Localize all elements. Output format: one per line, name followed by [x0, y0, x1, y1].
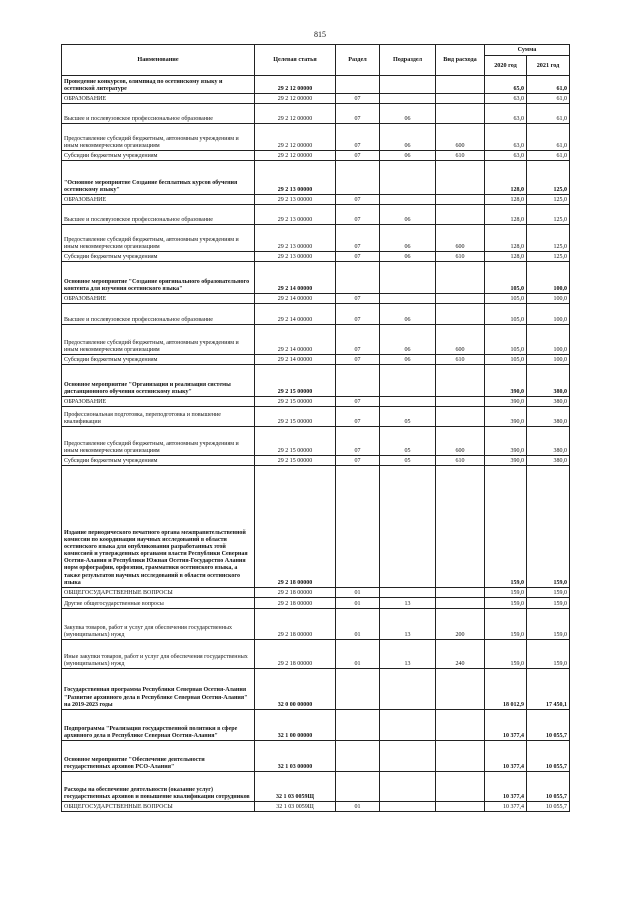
row-section: 07	[336, 294, 380, 304]
row-subsection	[380, 772, 436, 802]
row-value-2021: 61,0	[527, 151, 570, 161]
row-value-2020: 128,0	[485, 225, 527, 252]
header-sum: Сумма	[485, 45, 570, 56]
row-name: Предоставление субсидий бюджетным, автономным учреждениям и иным некоммерческим организациям	[62, 124, 255, 151]
row-expense-type: 240	[436, 640, 485, 669]
row-section	[336, 76, 380, 94]
row-section: 07	[336, 355, 380, 365]
row-expense-type: 600	[436, 124, 485, 151]
row-value-2020: 63,0	[485, 151, 527, 161]
row-section: 07	[336, 407, 380, 427]
row-target: 29 2 15 00000	[255, 397, 336, 407]
table-row	[62, 427, 570, 456]
header-name: Наименование	[62, 45, 255, 76]
row-target: 29 2 15 00000	[255, 427, 336, 456]
row-expense-type	[436, 588, 485, 598]
table-row	[62, 76, 570, 94]
row-target: 29 2 18 00000	[255, 598, 336, 609]
row-value-2021: 125,0	[527, 205, 570, 225]
row-value-2020: 159,0	[485, 466, 527, 588]
table-row	[62, 294, 570, 304]
row-target: 29 2 12 00000	[255, 76, 336, 94]
row-target: 32 0 00 00000	[255, 669, 336, 710]
row-section	[336, 741, 380, 772]
row-value-2021: 125,0	[527, 252, 570, 262]
row-value-2020: 390,0	[485, 365, 527, 397]
row-name: ОБРАЗОВАНИЕ	[62, 195, 255, 205]
row-expense-type: 610	[436, 456, 485, 466]
row-value-2020: 390,0	[485, 407, 527, 427]
row-name: ОБЩЕГОСУДАРСТВЕННЫЕ ВОПРОСЫ	[62, 802, 255, 812]
row-name: Проведение конкурсов, олимпиад по осетинскому языку и осетинской литературе	[62, 76, 255, 94]
row-value-2021: 159,0	[527, 466, 570, 588]
row-name: Расходы на обеспечение деятельности (оказание услуг) государственных архивов и повышение квалификации сотрудников	[62, 772, 255, 802]
row-section: 07	[336, 427, 380, 456]
row-value-2020: 63,0	[485, 94, 527, 104]
row-value-2021: 10 055,7	[527, 802, 570, 812]
row-name: Высшее и послевузовское профессиональное образование	[62, 304, 255, 325]
row-expense-type: 610	[436, 151, 485, 161]
row-target: 29 2 13 00000	[255, 205, 336, 225]
row-expense-type	[436, 397, 485, 407]
row-section: 07	[336, 304, 380, 325]
row-name: Высшее и послевузовское профессиональное образование	[62, 205, 255, 225]
row-subsection	[380, 262, 436, 294]
table-row	[62, 609, 570, 640]
row-subsection: 06	[380, 304, 436, 325]
row-name: ОБРАЗОВАНИЕ	[62, 94, 255, 104]
row-name: Высшее и послевузовское профессиональное образование	[62, 104, 255, 124]
row-section	[336, 365, 380, 397]
row-name: Основное мероприятие "Создание оригинального образовательного контента для изучения осетинского языка"	[62, 262, 255, 294]
row-target: 29 2 18 00000	[255, 609, 336, 640]
row-expense-type: 610	[436, 355, 485, 365]
table-row	[62, 205, 570, 225]
row-section	[336, 466, 380, 588]
row-value-2021: 380,0	[527, 365, 570, 397]
row-value-2021: 10 055,7	[527, 741, 570, 772]
row-value-2020: 159,0	[485, 588, 527, 598]
table-row	[62, 669, 570, 710]
row-value-2021: 61,0	[527, 124, 570, 151]
row-section	[336, 262, 380, 294]
row-expense-type	[436, 262, 485, 294]
row-value-2020: 128,0	[485, 195, 527, 205]
row-value-2021: 61,0	[527, 76, 570, 94]
row-value-2020: 18 012,9	[485, 669, 527, 710]
row-value-2021: 100,0	[527, 304, 570, 325]
row-section: 07	[336, 205, 380, 225]
row-value-2020: 10 377,4	[485, 802, 527, 812]
row-expense-type	[436, 669, 485, 710]
row-expense-type	[436, 407, 485, 427]
row-target: 29 2 14 00000	[255, 304, 336, 325]
row-section	[336, 161, 380, 195]
table-row	[62, 104, 570, 124]
row-subsection: 13	[380, 609, 436, 640]
row-value-2021: 100,0	[527, 325, 570, 355]
row-target: 29 2 13 00000	[255, 225, 336, 252]
row-target: 29 2 18 00000	[255, 466, 336, 588]
row-target: 29 2 18 00000	[255, 640, 336, 669]
row-value-2021: 159,0	[527, 588, 570, 598]
table-row	[62, 262, 570, 294]
header-year-2021: 2021 год	[527, 56, 570, 76]
row-value-2020: 128,0	[485, 252, 527, 262]
row-expense-type	[436, 104, 485, 124]
page-number: 815	[314, 30, 326, 39]
header-section: Раздел	[336, 45, 380, 76]
row-section: 07	[336, 104, 380, 124]
row-subsection	[380, 294, 436, 304]
row-name: Основное мероприятие "Обеспечение деятельности государственных архивов РСО-Алания"	[62, 741, 255, 772]
row-name: "Основное мероприятие Создание бесплатных курсов обучения осетинскому языку"	[62, 161, 255, 195]
row-expense-type	[436, 94, 485, 104]
table-row	[62, 94, 570, 104]
row-target: 29 2 13 00000	[255, 252, 336, 262]
table-row	[62, 588, 570, 598]
row-expense-type: 600	[436, 427, 485, 456]
table-row	[62, 365, 570, 397]
table-row	[62, 772, 570, 802]
row-subsection: 06	[380, 252, 436, 262]
row-value-2021: 380,0	[527, 427, 570, 456]
header-year-2020: 2020 год	[485, 56, 527, 76]
table-row	[62, 151, 570, 161]
row-section	[336, 710, 380, 741]
row-subsection	[380, 397, 436, 407]
row-value-2020: 10 377,4	[485, 710, 527, 741]
row-name: Закупка товаров, работ и услуг для обеспечения государственных (муниципальных) нужд	[62, 609, 255, 640]
row-section	[336, 772, 380, 802]
header-expense-type: Вид расхода	[436, 45, 485, 76]
row-target: 29 2 14 00000	[255, 262, 336, 294]
row-value-2020: 159,0	[485, 640, 527, 669]
row-expense-type	[436, 598, 485, 609]
row-name: Подпрограмма "Реализация государственной политики в сфере архивного дела в Республике Северная Осетия-Алания"	[62, 710, 255, 741]
row-name: Предоставление субсидий бюджетным, автономным учреждениям и иным некоммерческим организациям	[62, 427, 255, 456]
row-target: 32 1 00 00000	[255, 710, 336, 741]
row-value-2021: 17 450,1	[527, 669, 570, 710]
row-section: 01	[336, 598, 380, 609]
table-row	[62, 802, 570, 812]
table-row	[62, 710, 570, 741]
row-name: Субсидии бюджетным учреждениям	[62, 456, 255, 466]
row-name: ОБРАЗОВАНИЕ	[62, 294, 255, 304]
row-subsection: 05	[380, 456, 436, 466]
row-value-2020: 105,0	[485, 355, 527, 365]
row-subsection: 06	[380, 124, 436, 151]
row-name: Основное мероприятие "Организация и реализация системы дистанционного обучения осетинскому языку"	[62, 365, 255, 397]
row-target: 29 2 14 00000	[255, 294, 336, 304]
table-row	[62, 195, 570, 205]
row-value-2021: 125,0	[527, 225, 570, 252]
row-value-2021: 10 055,7	[527, 710, 570, 741]
row-target: 29 2 15 00000	[255, 407, 336, 427]
table-body	[62, 76, 570, 812]
row-subsection: 06	[380, 225, 436, 252]
row-value-2020: 105,0	[485, 262, 527, 294]
row-name: Субсидии бюджетным учреждениям	[62, 355, 255, 365]
row-target: 29 2 12 00000	[255, 94, 336, 104]
row-section: 01	[336, 609, 380, 640]
row-section: 07	[336, 397, 380, 407]
row-expense-type	[436, 802, 485, 812]
row-value-2020: 65,0	[485, 76, 527, 94]
row-expense-type	[436, 772, 485, 802]
row-value-2021: 61,0	[527, 104, 570, 124]
row-value-2020: 105,0	[485, 325, 527, 355]
row-value-2021: 159,0	[527, 609, 570, 640]
row-subsection	[380, 741, 436, 772]
table-row	[62, 466, 570, 588]
row-value-2020: 10 377,4	[485, 741, 527, 772]
table-row	[62, 161, 570, 195]
row-name: ОБЩЕГОСУДАРСТВЕННЫЕ ВОПРОСЫ	[62, 588, 255, 598]
table-row	[62, 407, 570, 427]
row-target: 32 1 03 0059Щ	[255, 772, 336, 802]
row-subsection	[380, 76, 436, 94]
row-expense-type: 200	[436, 609, 485, 640]
row-subsection: 13	[380, 598, 436, 609]
row-subsection	[380, 710, 436, 741]
row-section: 07	[336, 151, 380, 161]
row-subsection	[380, 669, 436, 710]
row-expense-type	[436, 195, 485, 205]
table-row	[62, 397, 570, 407]
row-subsection	[380, 161, 436, 195]
table-row	[62, 124, 570, 151]
row-name: Предоставление субсидий бюджетным, автономным учреждениям и иным некоммерческим организациям	[62, 225, 255, 252]
row-section: 01	[336, 802, 380, 812]
row-name: Субсидии бюджетным учреждениям	[62, 151, 255, 161]
row-value-2020: 159,0	[485, 609, 527, 640]
row-value-2020: 105,0	[485, 304, 527, 325]
row-section: 07	[336, 94, 380, 104]
row-expense-type	[436, 294, 485, 304]
row-subsection: 06	[380, 104, 436, 124]
table-row	[62, 304, 570, 325]
row-value-2021: 10 055,7	[527, 772, 570, 802]
row-target: 29 2 14 00000	[255, 355, 336, 365]
row-subsection	[380, 588, 436, 598]
row-subsection	[380, 94, 436, 104]
row-target: 29 2 13 00000	[255, 161, 336, 195]
table-row	[62, 741, 570, 772]
row-target: 29 2 12 00000	[255, 151, 336, 161]
row-value-2020: 105,0	[485, 294, 527, 304]
row-target: 29 2 14 00000	[255, 325, 336, 355]
table-row	[62, 355, 570, 365]
row-section: 01	[336, 588, 380, 598]
budget-table	[61, 44, 570, 812]
row-target: 29 2 15 00000	[255, 456, 336, 466]
row-value-2020: 390,0	[485, 397, 527, 407]
table-row	[62, 325, 570, 355]
row-expense-type: 610	[436, 252, 485, 262]
row-subsection: 13	[380, 640, 436, 669]
row-value-2020: 128,0	[485, 161, 527, 195]
row-expense-type	[436, 365, 485, 397]
row-target: 29 2 15 00000	[255, 365, 336, 397]
row-subsection	[380, 365, 436, 397]
row-value-2021: 61,0	[527, 94, 570, 104]
row-value-2020: 128,0	[485, 205, 527, 225]
row-value-2020: 390,0	[485, 427, 527, 456]
row-subsection	[380, 195, 436, 205]
row-expense-type	[436, 710, 485, 741]
row-expense-type: 600	[436, 325, 485, 355]
row-name: Государственная программа Республики Северная Осетия-Алания "Развитие архивного дела в Республике Северная Осетия-Алания" на 2019-2023 годы	[62, 669, 255, 710]
row-value-2021: 380,0	[527, 407, 570, 427]
row-value-2021: 100,0	[527, 294, 570, 304]
row-value-2021: 159,0	[527, 640, 570, 669]
row-subsection: 06	[380, 355, 436, 365]
row-name: Издание периодического печатного органа межправительственной комиссии по координации научных исследований в области осетинского языка для опубликования разработанных этой комиссией и утвержденных органами власти Республики Северная Осетия-Алания и Республики Южная Осетия-Государство Алания норм орфографии, орфоэпии, грамматики осетинского языка, а также результатов научных исследований в области осетинского языка	[62, 466, 255, 588]
row-name: ОБРАЗОВАНИЕ	[62, 397, 255, 407]
row-expense-type	[436, 466, 485, 588]
row-section: 07	[336, 252, 380, 262]
row-section: 07	[336, 225, 380, 252]
row-value-2020: 10 377,4	[485, 772, 527, 802]
row-subsection: 05	[380, 407, 436, 427]
row-target: 32 1 03 00000	[255, 741, 336, 772]
row-value-2020: 390,0	[485, 456, 527, 466]
row-name: Другие общегосударственные вопросы	[62, 598, 255, 609]
row-target: 32 1 03 0059Щ	[255, 802, 336, 812]
table-row	[62, 225, 570, 252]
row-section: 07	[336, 325, 380, 355]
table-row	[62, 640, 570, 669]
row-target: 29 2 12 00000	[255, 124, 336, 151]
row-value-2021: 380,0	[527, 456, 570, 466]
row-subsection: 06	[380, 325, 436, 355]
row-value-2021: 380,0	[527, 397, 570, 407]
row-name: Профессиональная подготовка, переподготовка и повышение квалификации	[62, 407, 255, 427]
row-value-2020: 63,0	[485, 104, 527, 124]
row-target: 29 2 12 00000	[255, 104, 336, 124]
table-row	[62, 456, 570, 466]
row-section: 01	[336, 640, 380, 669]
row-expense-type	[436, 741, 485, 772]
row-section	[336, 669, 380, 710]
table-row	[62, 252, 570, 262]
row-name: Иные закупки товаров, работ и услуг для обеспечения государственных (муниципальных) нужд	[62, 640, 255, 669]
row-name: Предоставление субсидий бюджетным, автономным учреждениям и иным некоммерческим организациям	[62, 325, 255, 355]
header-subsection: Подраздел	[380, 45, 436, 76]
row-section: 07	[336, 195, 380, 205]
row-subsection	[380, 466, 436, 588]
row-subsection: 06	[380, 151, 436, 161]
row-section: 07	[336, 456, 380, 466]
row-value-2020: 159,0	[485, 598, 527, 609]
row-target: 29 2 18 00000	[255, 588, 336, 598]
row-subsection: 06	[380, 205, 436, 225]
row-value-2021: 125,0	[527, 195, 570, 205]
row-value-2020: 63,0	[485, 124, 527, 151]
row-target: 29 2 13 00000	[255, 195, 336, 205]
row-value-2021: 100,0	[527, 355, 570, 365]
row-value-2021: 159,0	[527, 598, 570, 609]
row-expense-type	[436, 304, 485, 325]
row-subsection: 05	[380, 427, 436, 456]
row-expense-type	[436, 161, 485, 195]
row-subsection	[380, 802, 436, 812]
header-target: Целевая статья	[255, 45, 336, 76]
row-section: 07	[336, 124, 380, 151]
row-expense-type	[436, 76, 485, 94]
row-expense-type	[436, 205, 485, 225]
row-value-2021: 100,0	[527, 262, 570, 294]
row-expense-type: 600	[436, 225, 485, 252]
row-name: Субсидии бюджетным учреждениям	[62, 252, 255, 262]
table-row	[62, 598, 570, 609]
row-value-2021: 125,0	[527, 161, 570, 195]
